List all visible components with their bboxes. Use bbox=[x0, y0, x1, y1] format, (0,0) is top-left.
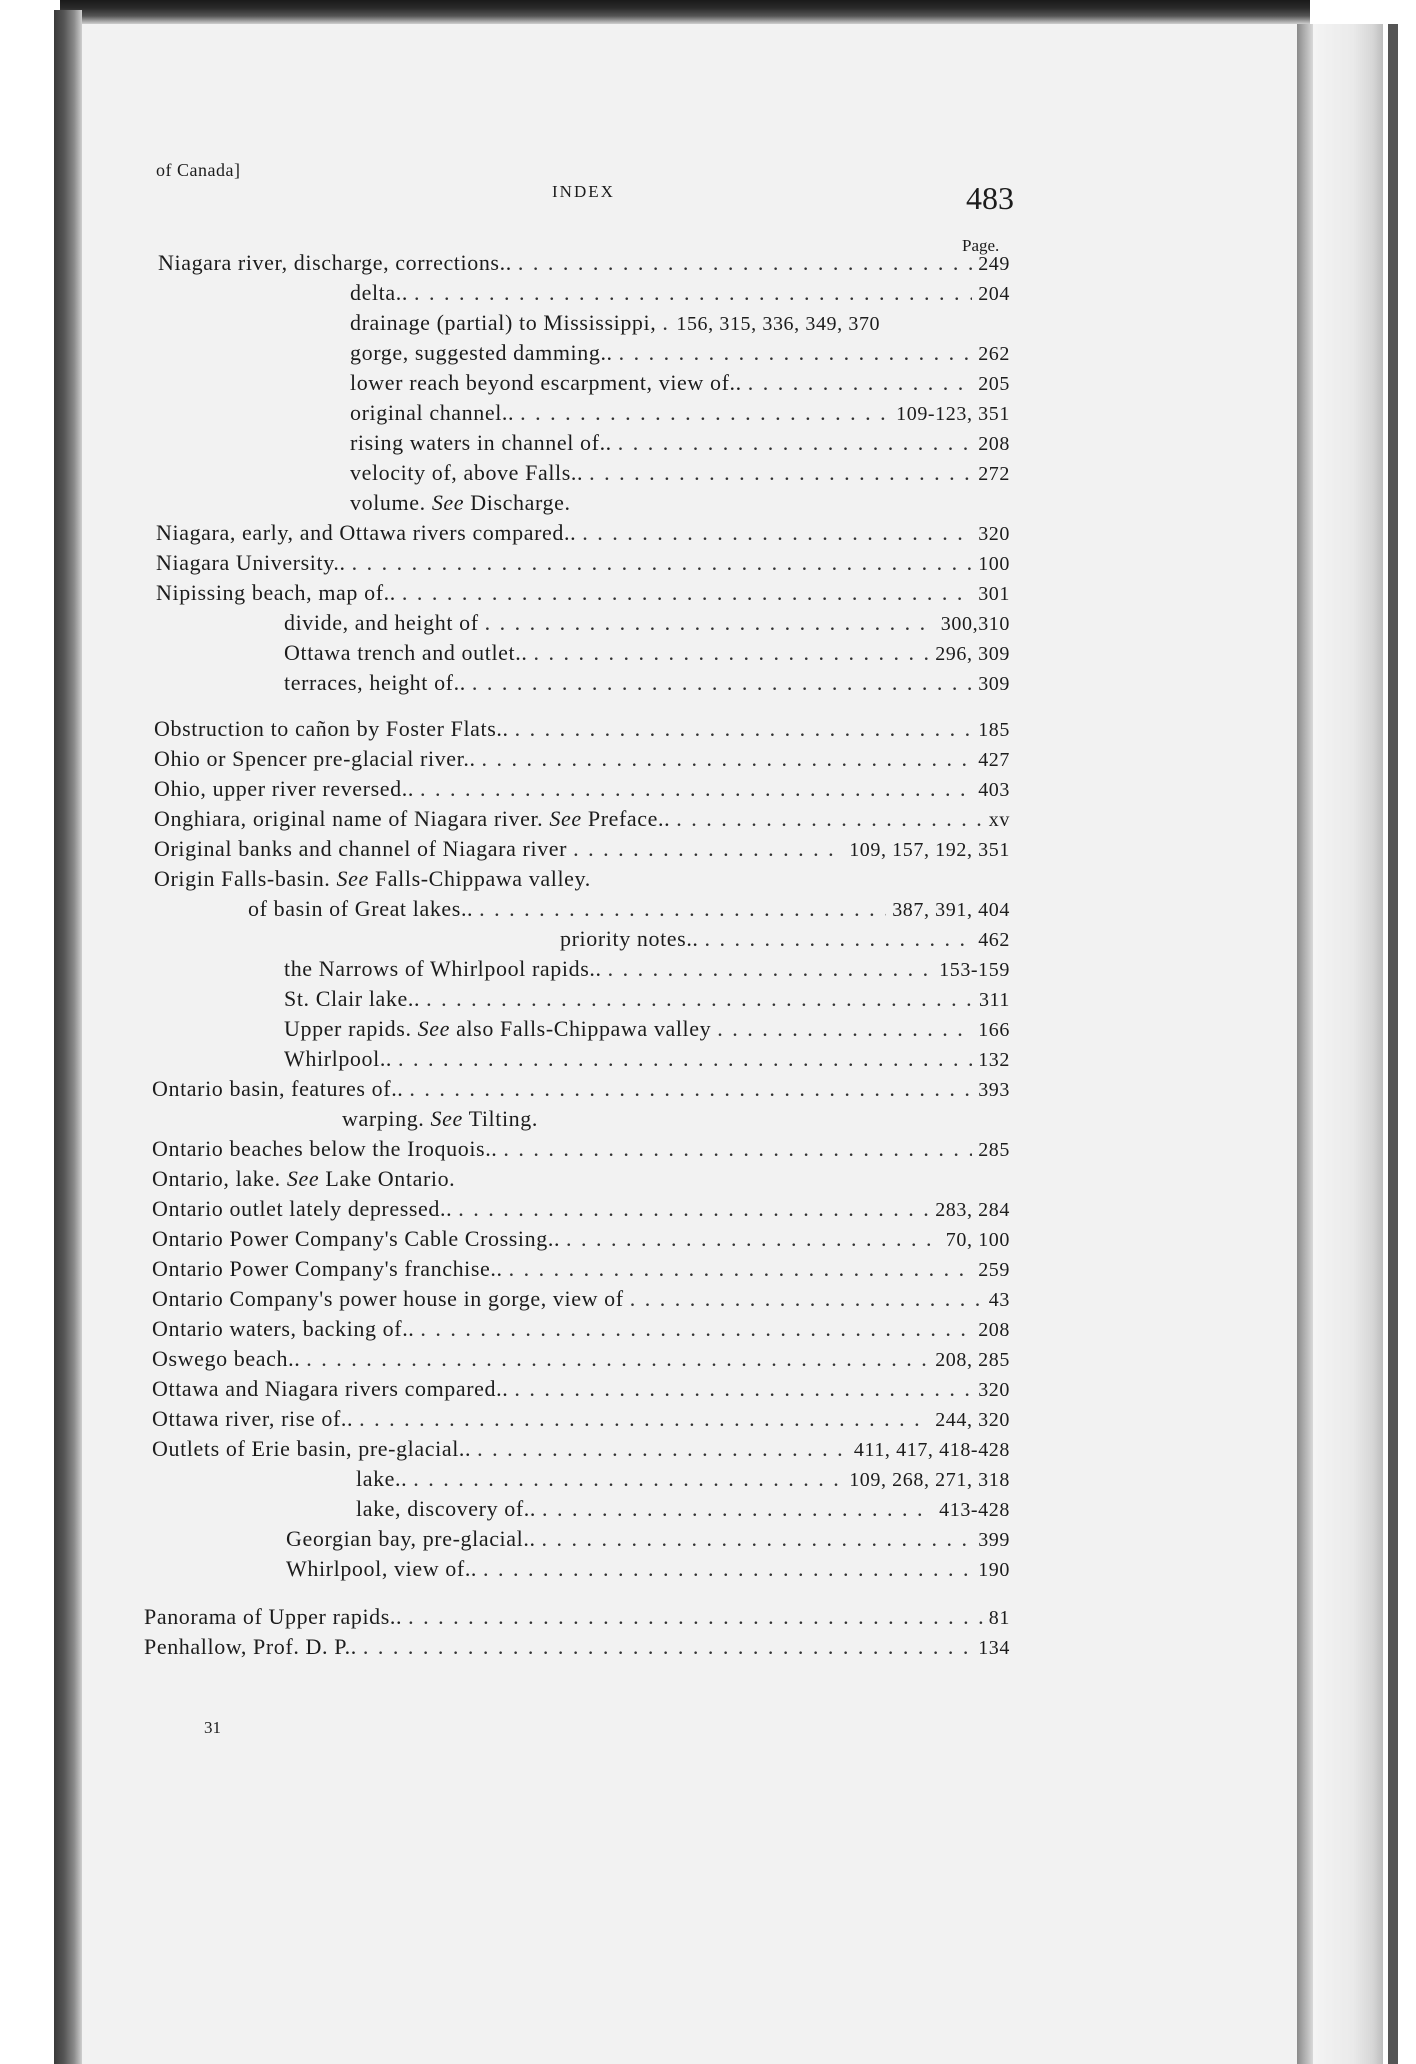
see-reference: See bbox=[549, 806, 582, 831]
entry-text: Original banks and channel of Niagara river bbox=[154, 836, 568, 861]
index-entry bbox=[284, 1016, 1010, 1046]
entry-text: St. Clair lake.. bbox=[284, 986, 421, 1011]
entry-text: delta.. bbox=[350, 280, 408, 305]
entry-text: Ontario outlet lately depressed.. bbox=[152, 1196, 453, 1221]
entry-text: Ontario, lake. bbox=[152, 1166, 281, 1191]
entry-text: Niagara, early, and Ottawa rivers compared.. bbox=[156, 520, 577, 545]
index-entry bbox=[284, 1046, 1010, 1076]
entry-page: 262 bbox=[978, 343, 1010, 365]
index-entry bbox=[350, 310, 1010, 340]
index-entry bbox=[144, 1604, 1010, 1634]
index-entry bbox=[350, 340, 1010, 370]
index-entry bbox=[156, 550, 1010, 580]
index-entry bbox=[152, 1226, 1010, 1256]
index-entry bbox=[350, 460, 1010, 490]
index-entry bbox=[154, 866, 1010, 896]
entry-page: 285 bbox=[978, 1139, 1010, 1161]
entry-text: Ottawa trench and outlet.. bbox=[284, 640, 528, 665]
entry-page: 462 bbox=[978, 929, 1010, 951]
index-entry bbox=[284, 610, 1010, 640]
entry-page: 205 bbox=[978, 373, 1010, 395]
index-entry bbox=[154, 836, 1010, 866]
entry-text: original channel.. bbox=[350, 400, 515, 425]
index-entry bbox=[286, 1526, 1010, 1556]
index-entry bbox=[560, 926, 1010, 956]
page-column-label: Page. bbox=[962, 236, 1000, 255]
entry-text: Origin Falls-basin. bbox=[154, 866, 331, 891]
entry-text: Onghiara, original name of Niagara river. bbox=[154, 806, 544, 831]
index-entry bbox=[152, 1316, 1010, 1346]
entry-reference: Lake Ontario. bbox=[325, 1166, 456, 1191]
entry-text: volume. bbox=[350, 490, 426, 515]
index-entry bbox=[152, 1436, 1010, 1466]
entry-page: 109, 157, 192, 351 bbox=[849, 839, 1010, 861]
index-entry bbox=[152, 1136, 1010, 1166]
entry-text: Panorama of Upper rapids.. bbox=[144, 1604, 403, 1629]
entry-text: rising waters in channel of.. bbox=[350, 430, 612, 455]
entry-page: 309 bbox=[978, 673, 1010, 695]
index-entry bbox=[152, 1346, 1010, 1376]
entry-page: 208, 285 bbox=[935, 1349, 1010, 1371]
entry-page: 43 bbox=[988, 1289, 1010, 1311]
entry-text: Georgian bay, pre-glacial.. bbox=[286, 1526, 536, 1551]
index-entry bbox=[154, 746, 1010, 776]
entry-text: Whirlpool.. bbox=[284, 1046, 393, 1071]
scan-edge-right-dark bbox=[1388, 24, 1398, 2064]
running-head-center: INDEX bbox=[552, 182, 615, 201]
index-entry bbox=[284, 986, 1010, 1016]
entry-page: 185 bbox=[978, 719, 1010, 741]
entry-page: 81 bbox=[988, 1607, 1010, 1629]
entry-text: Ontario Power Company's franchise.. bbox=[152, 1256, 503, 1281]
index-entry bbox=[152, 1286, 1010, 1316]
entry-page: 311 bbox=[978, 989, 1010, 1011]
entry-text: Outlets of Erie basin, pre-glacial.. bbox=[152, 1436, 472, 1461]
index-entry bbox=[284, 640, 1010, 670]
index-entry bbox=[154, 776, 1010, 806]
entry-page: 283, 284 bbox=[935, 1199, 1010, 1221]
entry-page: 259 bbox=[978, 1259, 1010, 1281]
entry-text: Ontario Power Company's Cable Crossing.. bbox=[152, 1226, 561, 1251]
index-entry bbox=[286, 1556, 1010, 1586]
entry-text: Penhallow, Prof. D. P.. bbox=[144, 1634, 357, 1659]
index-entry bbox=[356, 1466, 1010, 1496]
entry-page: 427 bbox=[978, 749, 1010, 771]
index-entry bbox=[350, 430, 1010, 460]
index-entry bbox=[248, 896, 1010, 926]
entry-text: terraces, height of.. bbox=[284, 670, 466, 695]
entry-page: 393 bbox=[978, 1079, 1010, 1101]
entry-text: lower reach beyond escarpment, view of.. bbox=[350, 370, 742, 395]
see-reference: See bbox=[336, 866, 369, 891]
index-entry bbox=[144, 1634, 1010, 1664]
index-entry bbox=[350, 280, 1010, 310]
index-entry bbox=[156, 580, 1010, 610]
entry-page: 100 bbox=[978, 553, 1010, 575]
entry-text: Upper rapids. bbox=[284, 1016, 412, 1041]
entry-text: Ohio or Spencer pre-glacial river.. bbox=[154, 746, 476, 771]
entry-page: 208 bbox=[978, 1319, 1010, 1341]
see-reference: See bbox=[286, 1166, 320, 1191]
entry-text: Ontario basin, features of.. bbox=[152, 1076, 404, 1101]
index-entry bbox=[152, 1196, 1010, 1226]
entry-text: Niagara University.. bbox=[156, 550, 346, 575]
page-number: 483 bbox=[966, 180, 1014, 216]
entry-reference: Falls-Chippawa valley. bbox=[374, 866, 591, 891]
see-reference: See bbox=[431, 490, 465, 515]
entry-text: Ottawa river, rise of.. bbox=[152, 1406, 354, 1431]
index-entry bbox=[152, 1376, 1010, 1406]
entry-page: 413-428 bbox=[939, 1499, 1010, 1521]
entry-page: 387, 391, 404 bbox=[892, 899, 1010, 921]
index-entry bbox=[342, 1106, 1010, 1136]
entry-page: 190 bbox=[978, 1559, 1010, 1581]
index-entry bbox=[156, 520, 1010, 550]
entry-text: the Narrows of Whirlpool rapids.. bbox=[284, 956, 602, 981]
entry-reference: Preface.. bbox=[587, 806, 671, 831]
entry-text: Ontario Company's power house in gorge, view of bbox=[152, 1286, 624, 1311]
index-entry bbox=[154, 806, 1010, 836]
entry-text: warping. bbox=[342, 1106, 425, 1131]
entry-page: 70, 100 bbox=[945, 1229, 1010, 1251]
index-entry bbox=[158, 250, 1010, 280]
index-entry bbox=[284, 670, 1010, 700]
entry-page: 166 bbox=[978, 1019, 1010, 1041]
index-entry bbox=[152, 1076, 1010, 1106]
entry-page: xv bbox=[988, 809, 1010, 831]
entry-page: 109, 268, 271, 318 bbox=[849, 1469, 1010, 1491]
entry-text: Nipissing beach, map of.. bbox=[156, 580, 396, 605]
entry-text: of basin of Great lakes.. bbox=[248, 896, 474, 921]
entry-reference: Tilting. bbox=[468, 1106, 538, 1131]
index-entry bbox=[284, 956, 1010, 986]
entry-page: 204 bbox=[978, 283, 1010, 305]
scan-border-left bbox=[54, 10, 82, 2064]
entry-page: 320 bbox=[978, 523, 1010, 545]
entry-text: Ontario waters, backing of.. bbox=[152, 1316, 415, 1341]
scan-edge-right bbox=[1313, 24, 1383, 2064]
index-entry bbox=[350, 400, 1010, 430]
entry-page: 208 bbox=[978, 433, 1010, 455]
entry-page: 300,310 bbox=[940, 613, 1010, 635]
entry-text: Niagara river, discharge, corrections.. bbox=[158, 250, 512, 275]
entry-text: Ohio, upper river reversed.. bbox=[154, 776, 414, 801]
see-reference: See bbox=[430, 1106, 463, 1131]
entry-page: 403 bbox=[978, 779, 1010, 801]
entry-page: 153-159 bbox=[939, 959, 1010, 981]
index-entry bbox=[356, 1496, 1010, 1526]
index-entry bbox=[152, 1256, 1010, 1286]
scan-border-top bbox=[60, 0, 1310, 24]
entry-text: priority notes.. bbox=[560, 926, 699, 951]
entry-text: divide, and height of bbox=[284, 610, 479, 635]
entry-text: Ontario beaches below the Iroquois.. bbox=[152, 1136, 498, 1161]
entry-page: 109-123, 351 bbox=[896, 403, 1010, 425]
entry-page: 411, 417, 418-428 bbox=[853, 1439, 1010, 1461]
index-entry bbox=[154, 716, 1010, 746]
index-entry bbox=[350, 490, 1010, 520]
entry-page: 134 bbox=[978, 1637, 1010, 1659]
entry-text: lake.. bbox=[356, 1466, 408, 1491]
entry-text: lake, discovery of.. bbox=[356, 1496, 536, 1521]
entry-page: 296, 309 bbox=[935, 643, 1010, 665]
entry-page: 244, 320 bbox=[935, 1409, 1010, 1431]
entry-page: 156, 315, 336, 349, 370 bbox=[676, 313, 881, 335]
entry-page: 399 bbox=[978, 1529, 1010, 1551]
entry-text: drainage (partial) to Mississippi, bbox=[350, 310, 657, 335]
entry-page: 132 bbox=[978, 1049, 1010, 1071]
index-entry bbox=[350, 370, 1010, 400]
entry-text: Ottawa and Niagara rivers compared.. bbox=[152, 1376, 509, 1401]
running-head-left: of Canada] bbox=[156, 160, 241, 180]
entry-page: 272 bbox=[978, 463, 1010, 485]
entry-text: Whirlpool, view of.. bbox=[286, 1556, 478, 1581]
index-entry bbox=[152, 1406, 1010, 1436]
entry-page: 249 bbox=[978, 253, 1010, 275]
index-entry bbox=[152, 1166, 1010, 1196]
entry-text: Oswego beach.. bbox=[152, 1346, 301, 1371]
entry-page: 320 bbox=[978, 1379, 1010, 1401]
entry-text: velocity of, above Falls.. bbox=[350, 460, 584, 485]
entry-reference: also Falls-Chippawa valley bbox=[456, 1016, 712, 1041]
entry-reference: Discharge. bbox=[470, 490, 571, 515]
entry-text: Obstruction to cañon by Foster Flats.. bbox=[154, 716, 509, 741]
entry-text: gorge, suggested damming.. bbox=[350, 340, 613, 365]
see-reference: See bbox=[417, 1016, 450, 1041]
signature-mark: 31 bbox=[204, 1718, 221, 1737]
entry-page: 301 bbox=[978, 583, 1010, 605]
